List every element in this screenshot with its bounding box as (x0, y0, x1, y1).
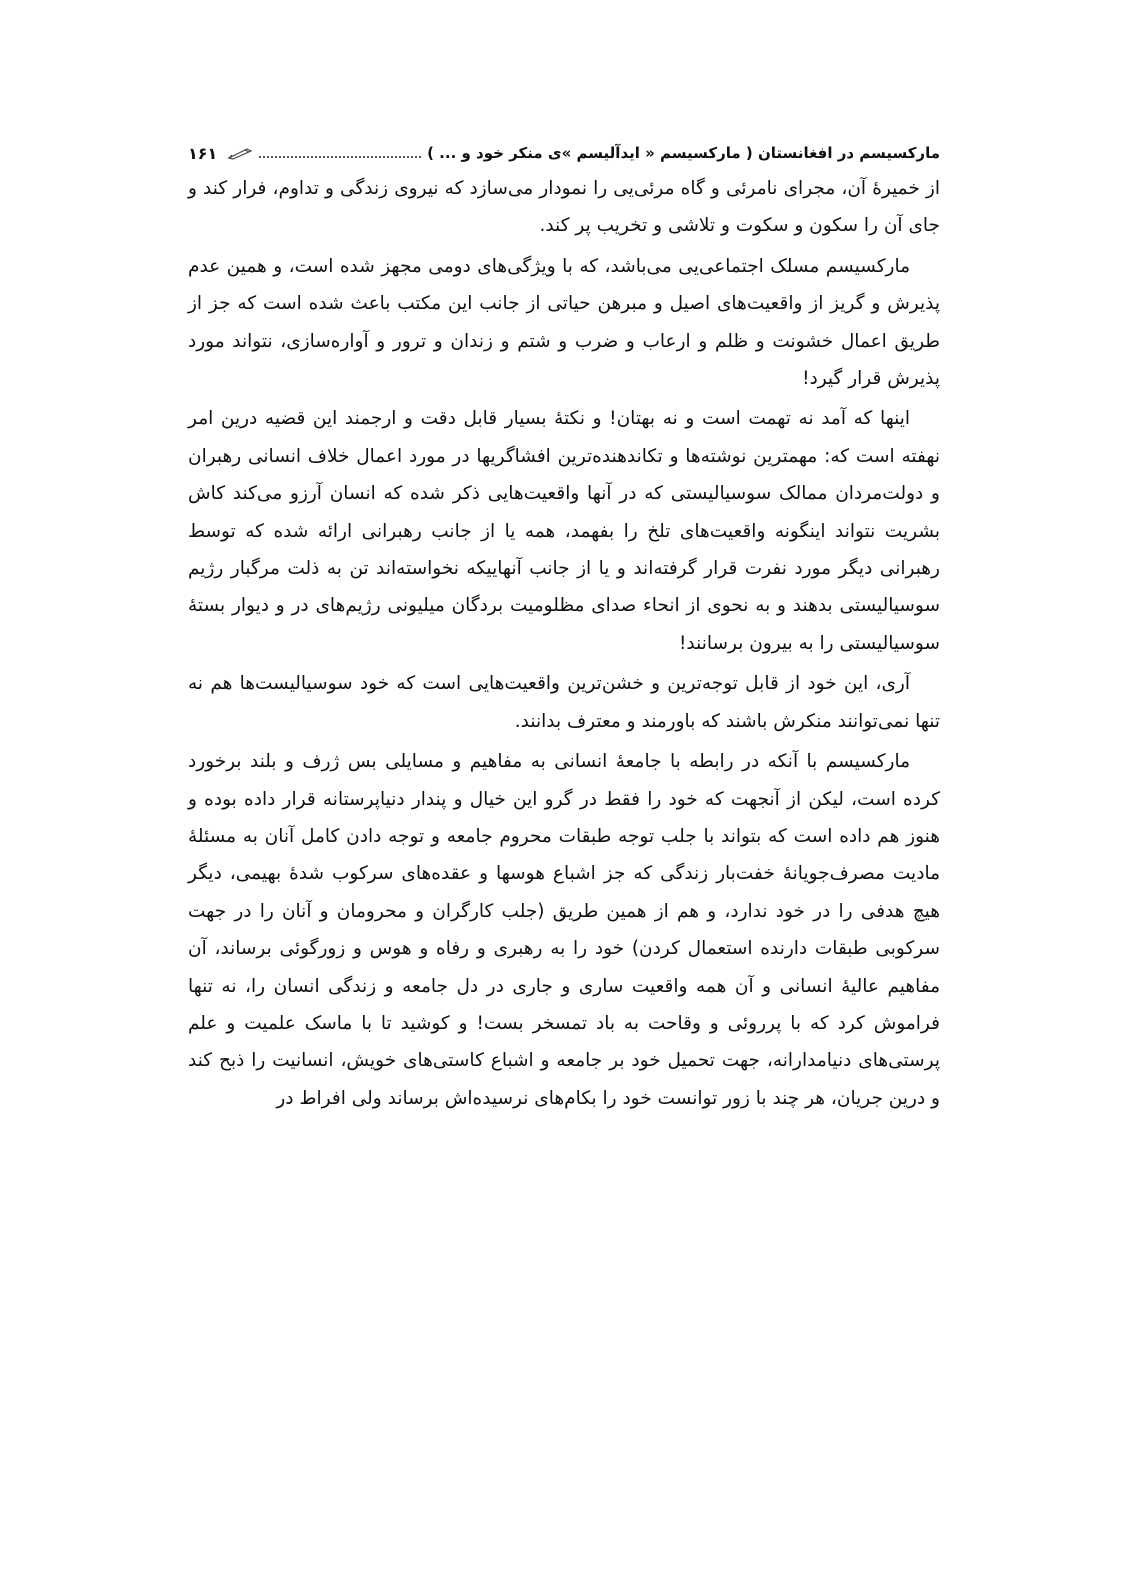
pen-icon (227, 146, 253, 160)
paragraph: آری، این خود از قابل توجه‌ترین و خشن‌ترین واقعیت‌هایی است که خود سوسیالیست‌ها هم نه تنها نمی‌توانند منکرش باشند که باورمند و معترف بدانند. (188, 673, 940, 732)
dot-leader (259, 156, 421, 158)
paragraph: از خمیرهٔ آن، مجرای نامرئی و گاه مرئی‌یی را نمودار می‌سازد که نیروی زندگی و تداوم، فرار کند و جای آن را سکون و سکوت و تلاشی و تخریب پر کند. (188, 178, 940, 237)
page-number: ۱۶۱ (188, 143, 218, 163)
running-header (188, 140, 940, 166)
running-title: مارکسیسم در افغانستان ( مارکسیسم « ایدآلیسم »ی منکر خود و ... ) (427, 144, 940, 162)
body-text (188, 170, 940, 1117)
paragraph: مارکسیسم با آنکه در رابطه با جامعهٔ انسانی به مفاهیم و مسایلی بس ژرف و بلند برخورد کرده است، لیکن از آنجهت که خود را فقط در گرو این خیال و پندار دنیاپرستانه قرار داده بوده و هنوز هم داده است که بتواند با جلب توجه طبقات محروم جامعه و توجه دادن کامل آنان به مسئلهٔ مادیت مصرف‌جویانهٔ خفت‌بار زندگی که جز اشباع هوسها و عقده‌های سرکوب شدهٔ بهیمی، دیگر هیچ هدفی را در خود ندارد، و هم از همین طریق (جلب کارگران و محرومان و آنان را در جهت سرکوبی طبقات دارنده استعمال کردن) خود را به رهبری و رفاه و هوس و زورگوئی برساند، آن مفاهیم عالیهٔ انسانی و آن همه واقعیت ساری و جاری در دل جامعه و زندگی انسان را، نه تنها فراموش کرد که با پرروئی و وقاحت به باد تمسخر بست! و کوشید تا با ماسک علمیت و علم پرستی‌های دنیامدارانه، جهت تحمیل خود بر جامعه و اشباع کاستی‌های خویش، انسانیت را ذبح کند و درین جریان، هر چند با زور توانست خود را بکام‌های نرسیده‌اش برساند ولی افراط در (188, 751, 940, 1109)
paragraph: اینها که آمد نه تهمت است و نه بهتان! و نکتهٔ بسیار قابل دقت و ارجمند این قضیه درین امر نهفته است که: مهمترین نوشته‌ها و تکاندهنده‌ترین افشاگریها در مورد اعمال خلاف انسانی رهبران و دولت‌مردان ممالک سوسیالیستی که در آنها واقعیت‌هایی ذکر شده که انسان آرزو می‌کند کاش بشریت نتواند اینگونه واقعیت‌های تلخ را بفهمد، همه یا از جانب رهبرانی ارائه شده که توسط رهبرانی دیگر مورد نفرت قرار گرفته‌اند و یا از جانب آنهاییکه نخواسته‌اند تن به ذلت مرگبار رژیم سوسیالیستی بدهند و به نحوی از انحاء صدای مظلومیت بردگان میلیونی رژیم‌های در و دیوار بستهٔ سوسیالیستی را به بیرون برسانند! (188, 408, 940, 654)
paragraph: مارکسیسم مسلک اجتماعی‌یی می‌باشد، که با ویژگی‌های دومی مجهز شده است، و همین عدم پذیرش و گریز از واقعیت‌های اصیل و مبرهن حیاتی از جانب این مکتب باعث شده است که جز از طریق اعمال خشونت و ظلم و ارعاب و ضرب و شتم و زندان و ترور و آواره‌سازی، نتواند مورد پذیرش قرار گیرد! (188, 255, 940, 390)
